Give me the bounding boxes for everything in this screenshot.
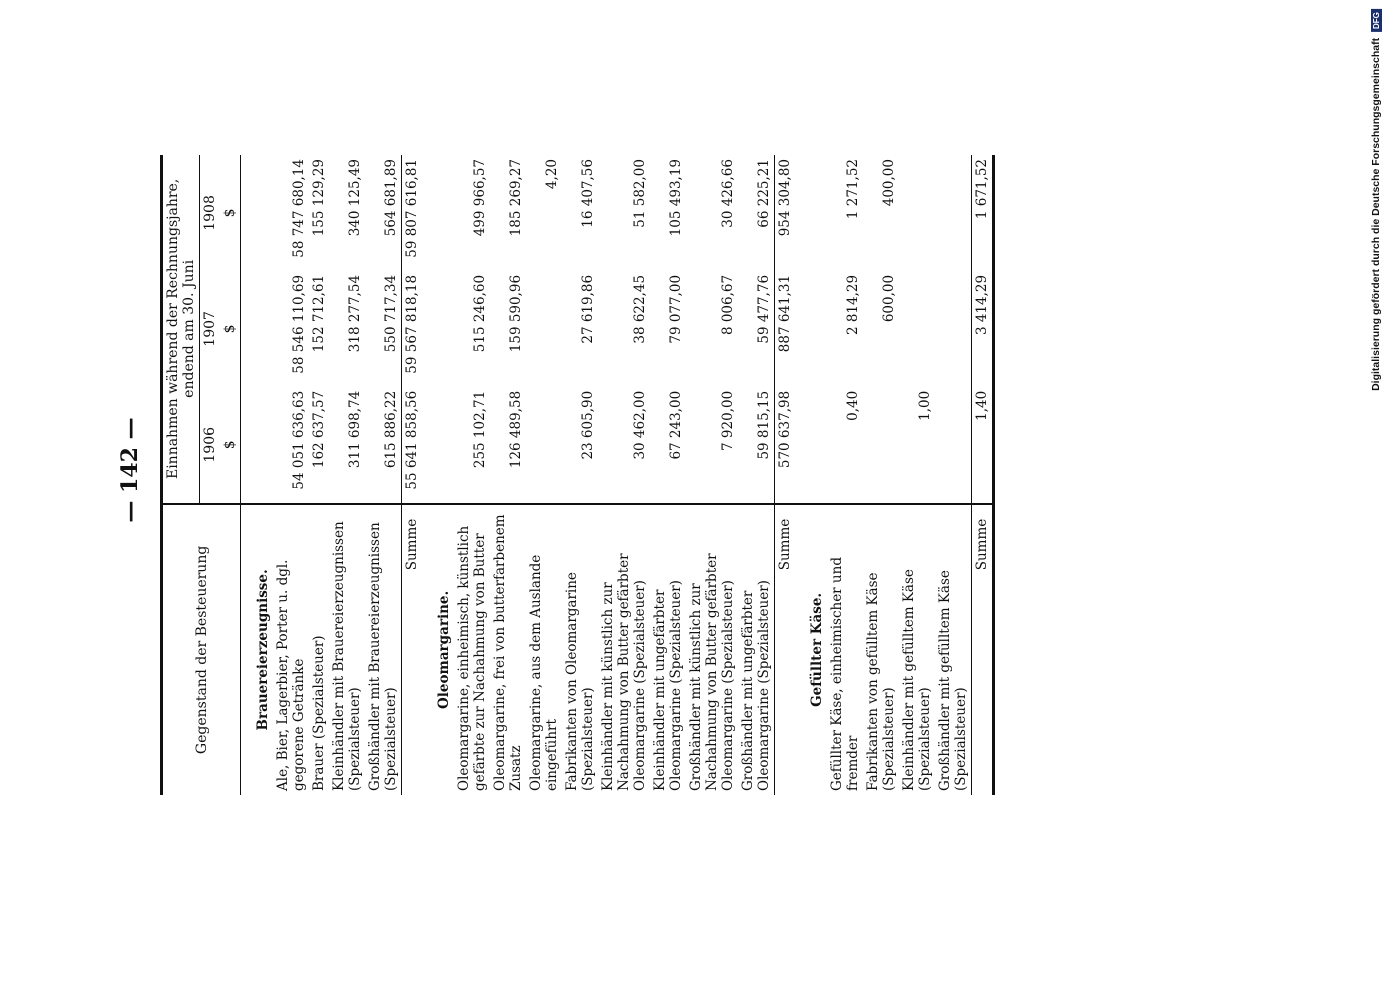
header-unit: $ <box>222 324 238 334</box>
table-row <box>562 155 598 795</box>
sum-value-1906: 1,40 <box>972 387 994 504</box>
empty-cell <box>422 271 454 387</box>
value-cell-1907 <box>526 271 562 387</box>
header-year-1908: 1908 <box>202 195 218 231</box>
sum-row <box>402 155 423 795</box>
value-cell-1908: 155 129,29 <box>311 159 327 237</box>
table-row <box>329 155 365 795</box>
header-revenue-group: Einnahmen während der Rechnungsjahre, endend am 30. Juni <box>162 155 200 504</box>
value-cell-1906 <box>526 387 562 504</box>
sum-value-1908: 954 304,80 <box>775 155 796 271</box>
empty-cell <box>422 387 454 504</box>
row-label: Ale, Bier, Lagerbier, Porter u. dgl. gegorene Getränke <box>273 504 309 795</box>
section-heading-row <box>241 155 274 795</box>
value-cell-1906: 54 051 636,63 <box>291 390 307 490</box>
section-heading-row <box>795 155 827 795</box>
value-cell-1907 <box>935 271 972 387</box>
sum-row <box>972 155 994 795</box>
value-cell-1907: 58 546 110,69 <box>291 274 307 374</box>
row-label: Kleinhändler mit ungefärbter Oleomargarine (Spezialsteuer) <box>650 504 686 795</box>
value-cell-1908: 30 426,66 <box>720 159 736 228</box>
table-row <box>454 155 490 795</box>
value-cell-1908 <box>935 155 972 271</box>
footer-credit <box>1370 9 1382 391</box>
value-cell-1907: 27 619,86 <box>580 274 596 344</box>
value-cell-1906 <box>863 387 899 504</box>
table-row <box>935 155 972 795</box>
table-row <box>365 155 402 795</box>
header-year-1906: 1906 <box>202 426 218 463</box>
table-row <box>863 155 899 795</box>
value-cell-1907: 600,00 <box>881 274 897 323</box>
row-label: Kleinhändler mit künstlich zur Nachahmung von Butter gefärbter Oleomargarine (Spezialsteuer) <box>598 504 650 795</box>
value-cell-1908: 400,00 <box>881 159 897 207</box>
value-cell-1908: 499 966,57 <box>472 159 488 237</box>
sum-value-1907: 59 567 818,18 <box>402 271 423 387</box>
table-body <box>241 155 994 795</box>
value-cell-1908: 564 681,89 <box>383 159 399 237</box>
value-cell-1906: 126 489,58 <box>508 390 524 469</box>
page-number: — 142 — <box>117 417 143 523</box>
empty-cell <box>422 155 454 271</box>
row-label: Fabrikanten von Oleomargarine (Spezialsteuer) <box>562 504 598 795</box>
header-subject: Gegenstand der Besteuerung <box>162 504 241 795</box>
value-cell-1906: 0,40 <box>845 390 861 421</box>
value-cell-1908: 1 271,52 <box>845 159 861 220</box>
value-cell-1906: 67 243,00 <box>668 390 684 460</box>
value-cell-1907 <box>899 271 935 387</box>
sum-value-1907: 3 414,29 <box>972 271 994 387</box>
sum-value-1906: 55 641 858,56 <box>402 387 423 504</box>
value-cell-1906: 255 102,71 <box>472 390 488 469</box>
table-row <box>827 155 863 795</box>
section-heading-row <box>422 155 454 795</box>
table-row <box>273 155 309 795</box>
value-cell-1908: 66 225,21 <box>756 159 772 228</box>
row-label: Kleinhändler mit gefülltem Käse (Spezialsteuer) <box>899 504 935 795</box>
value-cell-1908: 105 493,19 <box>668 159 684 237</box>
value-cell-1906: 311 698,74 <box>347 390 363 469</box>
value-cell-1908: 51 582,00 <box>632 159 648 228</box>
value-cell-1906: 1,00 <box>917 390 933 421</box>
value-cell-1907: 515 246,60 <box>472 274 488 353</box>
value-cell-1907: 159 590,96 <box>508 274 524 353</box>
value-cell-1908: 16 407,56 <box>580 159 596 228</box>
sum-label: Summe <box>775 504 796 795</box>
value-cell-1908: 4,20 <box>544 159 560 190</box>
row-label: Großhändler mit ungefärbter Oleomargarine (Spezialsteuer) <box>738 504 775 795</box>
row-label: Oleomargarine, frei von butterfarbenem Zusatz <box>490 504 526 795</box>
empty-cell <box>241 387 274 504</box>
value-cell-1907: 38 622,45 <box>632 274 648 344</box>
row-label: Gefüllter Käse, einheimischer und fremder <box>827 504 863 795</box>
tax-revenue-table-rotated <box>160 155 1240 795</box>
value-cell-1906 <box>935 387 972 504</box>
value-cell-1906: 162 637,57 <box>311 390 327 469</box>
header-row-group <box>162 155 200 795</box>
value-cell-1908: 58 747 680,14 <box>291 159 307 258</box>
header-unit: $ <box>222 208 238 218</box>
sum-value-1907: 887 641,31 <box>775 271 796 387</box>
table-row <box>899 155 935 795</box>
empty-cell <box>795 387 827 504</box>
value-cell-1907: 2 814,29 <box>845 274 861 336</box>
sum-value-1908: 1 671,52 <box>972 155 994 271</box>
section-title: Gefüllter Käse. <box>795 504 827 795</box>
row-label: Oleomargarine, aus dem Auslande eingeführt <box>526 504 562 795</box>
sum-value-1906: 570 637,98 <box>775 387 796 504</box>
value-cell-1906: 7 920,00 <box>720 390 736 451</box>
table-row <box>650 155 686 795</box>
row-label: Großhändler mit Brauereierzeugnissen (Spezialsteuer) <box>365 504 402 795</box>
sum-row <box>775 155 796 795</box>
row-label: Brauer (Spezialsteuer) <box>309 504 329 795</box>
sum-label: Summe <box>972 504 994 795</box>
section-title: Brauereierzeugnisse. <box>241 504 274 795</box>
section-title: Oleomargarine. <box>422 504 454 795</box>
table-row <box>738 155 775 795</box>
row-label: Oleomargarine, einheimisch, künstlich gefärbte zur Nachahmung von Butter <box>454 504 490 795</box>
sum-value-1908: 59 807 616,81 <box>402 155 423 271</box>
tax-revenue-table <box>160 155 995 795</box>
value-cell-1906: 23 605,90 <box>580 390 596 460</box>
table-row <box>598 155 650 795</box>
value-cell-1907: 152 712,61 <box>311 274 327 353</box>
value-cell-1908 <box>899 155 935 271</box>
value-cell-1908: 340 125,49 <box>347 159 363 237</box>
footer-text: Digitalisierung gefördert durch die Deutsche Forschungsgemeinschaft <box>1370 37 1382 391</box>
empty-cell <box>795 271 827 387</box>
value-cell-1907: 59 477,76 <box>756 274 772 344</box>
value-cell-1907: 8 006,67 <box>720 274 736 336</box>
empty-cell <box>241 271 274 387</box>
sum-label: Summe <box>402 504 423 795</box>
empty-cell <box>241 155 274 271</box>
empty-cell <box>795 155 827 271</box>
table-row <box>526 155 562 795</box>
value-cell-1906: 615 886,22 <box>383 390 399 469</box>
header-year-1907: 1907 <box>202 311 218 347</box>
value-cell-1907: 318 277,54 <box>347 274 363 353</box>
row-label: Großhändler mit gefülltem Käse (Spezialsteuer) <box>935 504 972 795</box>
value-cell-1906: 59 815,15 <box>756 390 772 460</box>
dfg-logo: DFG <box>1371 9 1382 32</box>
row-label: Kleinhändler mit Brauereierzeugnissen (Spezialsteuer) <box>329 504 365 795</box>
row-label: Großhändler mit künstlich zur Nachahmung von Butter gefärbter Oleomargarine (Spezialsteuer) <box>686 504 738 795</box>
value-cell-1907: 79 077,00 <box>668 274 684 344</box>
table-row <box>490 155 526 795</box>
value-cell-1908: 185 269,27 <box>508 159 524 237</box>
header-unit: $ <box>222 440 238 450</box>
row-label: Fabrikanten von gefülltem Käse (Spezialsteuer) <box>863 504 899 795</box>
table-row <box>686 155 738 795</box>
value-cell-1906: 30 462,00 <box>632 390 648 460</box>
value-cell-1907: 550 717,34 <box>383 274 399 353</box>
table-row <box>309 155 329 795</box>
